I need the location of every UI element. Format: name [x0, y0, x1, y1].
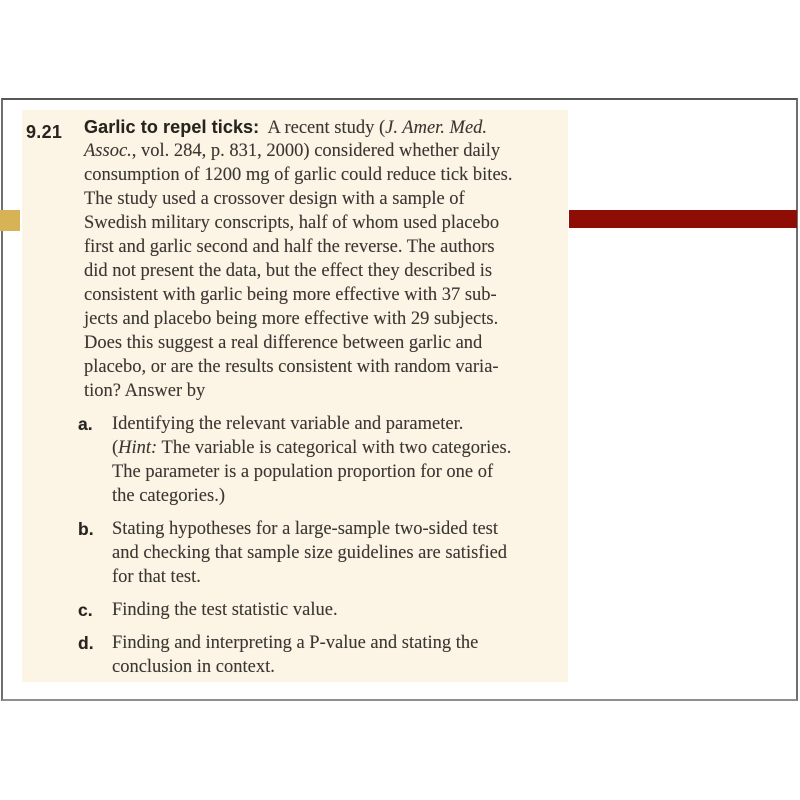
exercise-intro: [78, 115, 568, 403]
text-line: [78, 187, 568, 211]
text-segment: for that test.: [112, 567, 201, 587]
red-accent-bar: [569, 210, 797, 228]
text-segment: first and garlic second and half the reverse. The authors: [84, 237, 495, 257]
text-segment: A recent study (: [259, 118, 386, 138]
text-segment: J. Amer. Med.: [385, 118, 488, 138]
part-text: [112, 517, 568, 589]
exercise-parts: [78, 412, 568, 679]
text-line: [78, 235, 568, 259]
text-segment: The parameter is a population proportion for one of: [112, 462, 494, 482]
text-segment: Finding and interpreting a P-value and stating the: [112, 633, 479, 653]
text-segment: (: [112, 438, 119, 458]
text-line: [112, 565, 568, 589]
text-segment: the categories.): [112, 486, 225, 506]
text-segment: tion? Answer by: [84, 381, 206, 401]
text-line: [78, 283, 568, 307]
text-segment: Stating hypotheses for a large-sample two-sided test: [112, 519, 499, 539]
text-segment: Identifying the relevant variable and parameter.: [112, 414, 464, 434]
text-segment: Does this suggest a real difference between garlic and: [84, 333, 483, 353]
text-segment: conclusion in context.: [112, 657, 275, 677]
exercise-number: 9.21: [26, 122, 63, 142]
text-line: [112, 460, 568, 484]
text-segment: jects and placebo being more effective with 29 subjects.: [84, 309, 499, 329]
exercise-part: [78, 631, 568, 679]
text-segment: Assoc.: [84, 141, 132, 161]
text-segment: Swedish military conscripts, half of whom used placebo: [84, 213, 500, 233]
part-text: [112, 412, 568, 508]
text-line: [78, 307, 568, 331]
text-segment: , vol. 284, p. 831, 2000) considered whether daily: [131, 141, 501, 161]
exercise-box: [22, 110, 568, 682]
text-segment: placebo, or are the results consistent with random varia-: [84, 357, 499, 377]
text-segment: and checking that sample size guidelines are satisfied: [112, 543, 508, 563]
text-line: [112, 598, 568, 622]
text-segment: did not present the data, but the effect they described is: [84, 261, 493, 281]
text-line: [78, 379, 568, 403]
text-line: [112, 412, 568, 436]
text-segment: Garlic to repel ticks:: [84, 117, 260, 137]
text-line: [112, 541, 568, 565]
text-segment: The variable is categorical with two categories.: [157, 438, 512, 458]
text-segment: consumption of 1200 mg of garlic could reduce tick bites.: [84, 165, 513, 185]
part-text: [112, 598, 568, 622]
text-segment: The study used a crossover design with a sample of: [84, 189, 465, 209]
text-line: [78, 163, 568, 187]
text-segment: consistent with garlic being more effective with 37 sub-: [84, 285, 497, 305]
exercise-part: [78, 412, 568, 508]
text-line: [78, 211, 568, 235]
exercise-content: [78, 115, 568, 679]
text-line: [112, 631, 568, 655]
text-line: [78, 355, 568, 379]
text-line: [112, 436, 568, 460]
exercise-part: [78, 598, 568, 622]
text-segment: Hint:: [118, 438, 158, 458]
part-label: c.: [78, 600, 93, 620]
text-line: [112, 517, 568, 541]
part-label: a.: [78, 414, 93, 434]
exercise-part: [78, 517, 568, 589]
text-line: [78, 139, 568, 163]
text-line: [112, 655, 568, 679]
text-line: [112, 484, 568, 508]
text-line: [78, 115, 568, 139]
text-line: [78, 331, 568, 355]
part-text: [112, 631, 568, 679]
part-label: d.: [78, 633, 94, 653]
part-label: b.: [78, 519, 94, 539]
text-line: [78, 259, 568, 283]
text-segment: Finding the test statistic value.: [112, 600, 338, 620]
gold-accent-bar: [0, 210, 20, 231]
